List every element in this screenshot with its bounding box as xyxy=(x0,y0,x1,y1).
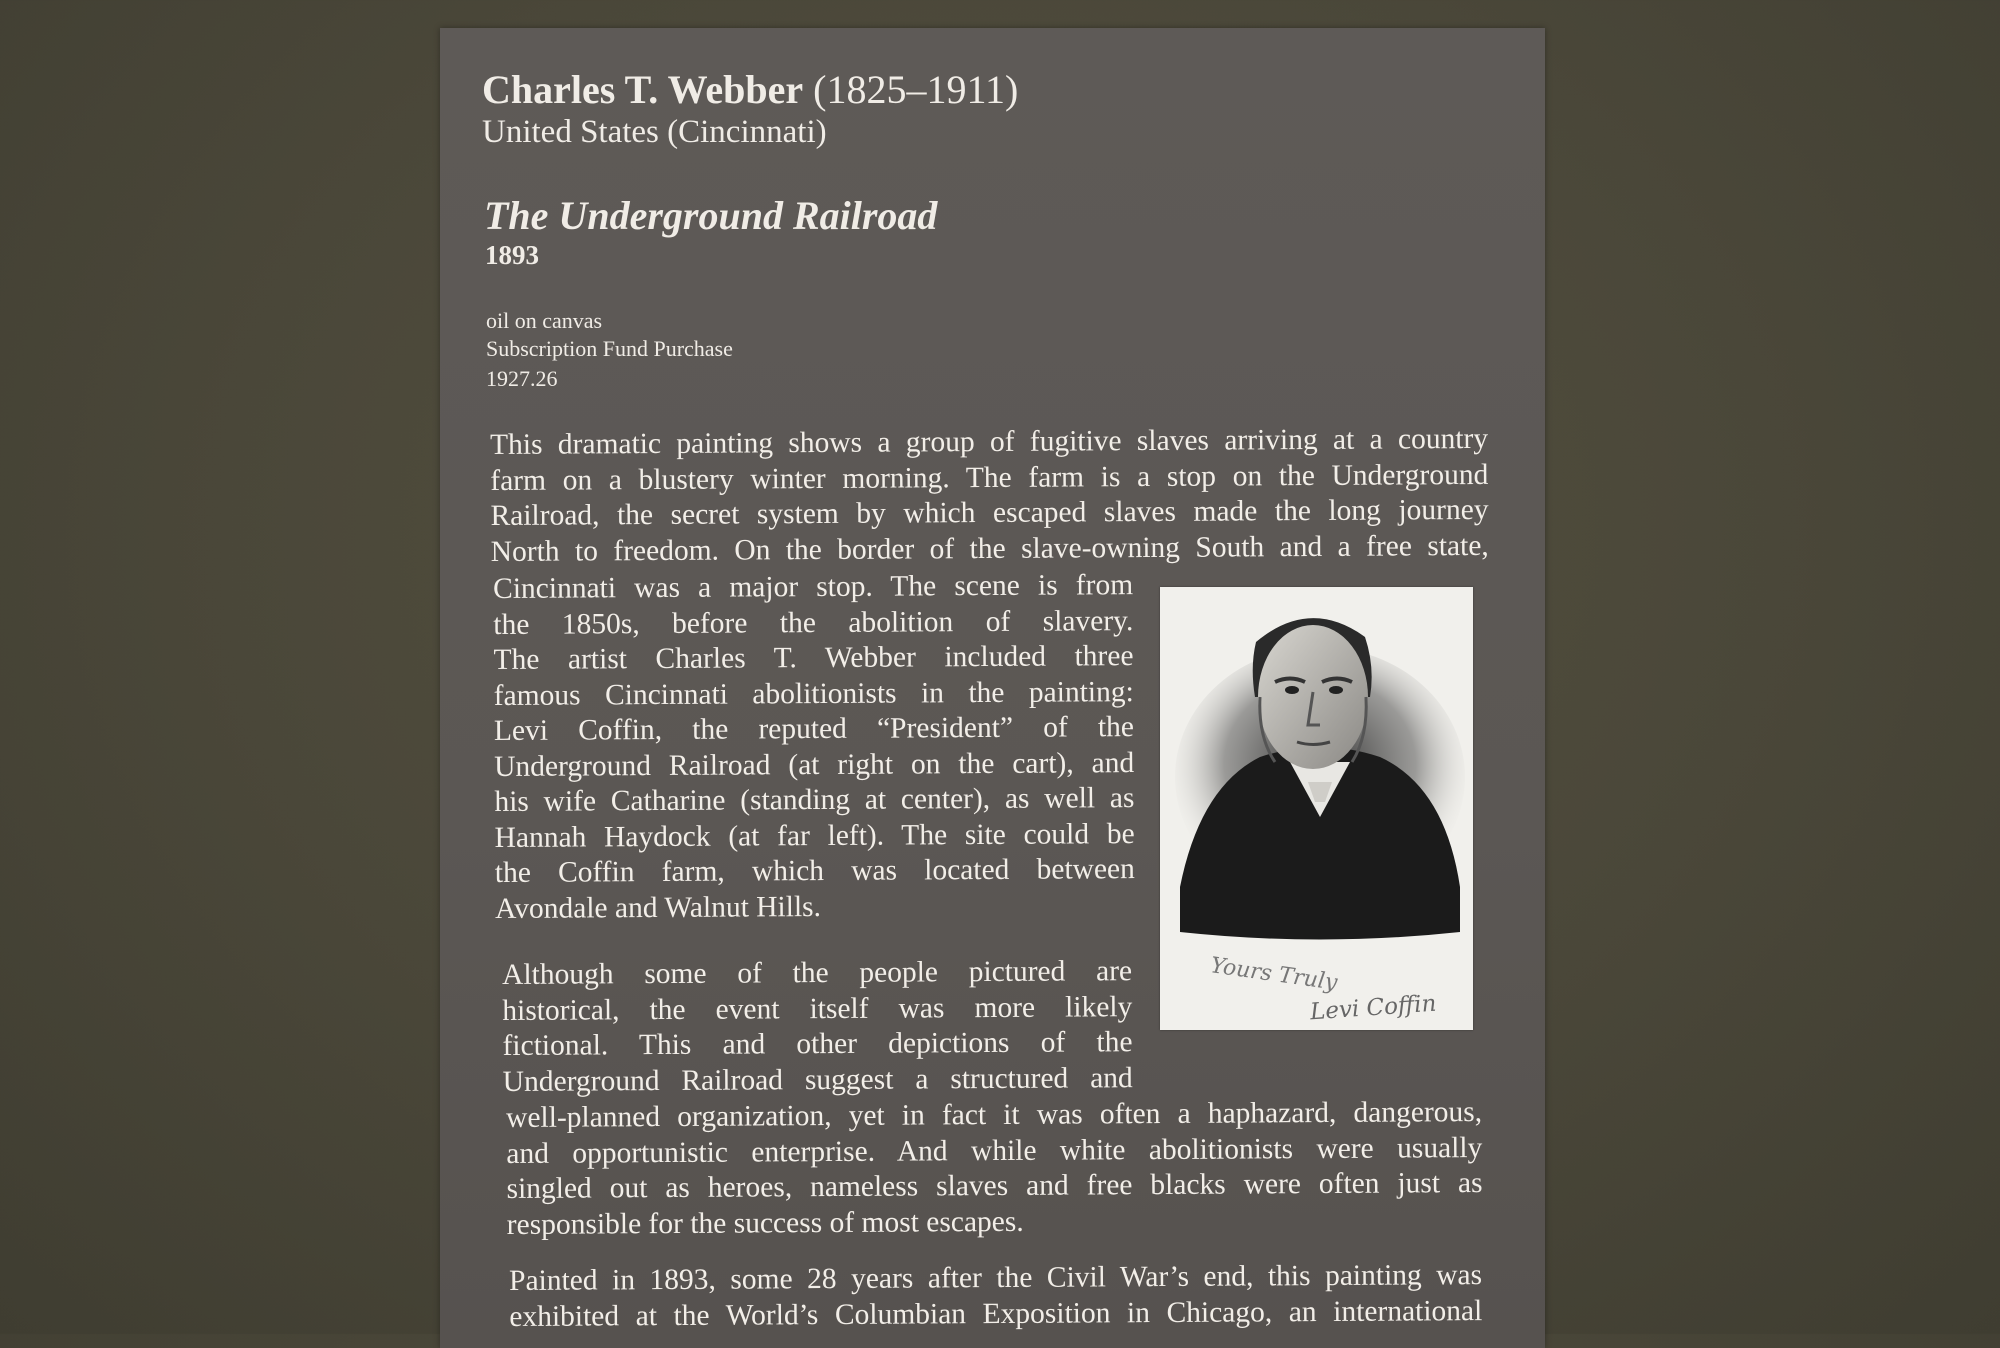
text-line: singled out as heroes, nameless slaves and free blacks were often just as xyxy=(506,1167,1483,1205)
text-line: Underground Railroad suggest a structured and xyxy=(502,1061,1133,1098)
text-line: North to freedom. On the border of the slave-owning South and a free state, xyxy=(490,529,1489,568)
levi-coffin-portrait xyxy=(1160,587,1473,1030)
artist-heading xyxy=(482,66,1018,113)
paragraph-cincinnati xyxy=(493,568,1135,927)
text-line: exhibited at the World’s Columbian Exposition in Chicago, an international xyxy=(509,1294,1483,1333)
text-line: the 1850s, before the abolition of slavery. xyxy=(493,604,1134,641)
artist-dates: (1825–1911) xyxy=(813,67,1019,112)
text-line: and opportunistic enterprise. And while white abolitionists were usually xyxy=(506,1131,1483,1170)
artwork-credit: Subscription Fund Purchase xyxy=(486,336,733,361)
text-line: Underground Railroad (at right on the cart), and xyxy=(494,746,1135,783)
text-line: well-planned organization, yet in fact it was often a haphazard, dangerous, xyxy=(506,1096,1483,1134)
artwork-title: The Underground Railroad xyxy=(484,193,938,238)
paragraph-intro xyxy=(490,422,1489,570)
text-line: Avondale and Walnut Hills. xyxy=(494,890,822,925)
text-line: Levi Coffin, the reputed “President” of the xyxy=(493,711,1135,747)
text-line: Hannah Haydock (at far left). The site could be xyxy=(494,817,1135,854)
text-line: responsible for the success of most escapes. xyxy=(506,1205,1024,1241)
text-line: Painted in 1893, some 28 years after the Civil War’s end, this painting was xyxy=(509,1259,1483,1297)
text-line: This dramatic painting shows a group of fugitive slaves arriving at a country xyxy=(490,422,1489,461)
text-line: his wife Catharine (standing at center), as well as xyxy=(494,782,1135,818)
text-line: The artist Charles T. Webber included three xyxy=(493,640,1134,676)
artwork-year: 1893 xyxy=(485,240,539,270)
text-line: farm on a blustery winter morning. The farm is a stop on the Underground xyxy=(490,458,1489,497)
text-line: the Coffin farm, which was located between xyxy=(494,853,1135,889)
artist-name: Charles T. Webber xyxy=(482,67,804,112)
text-line: fictional. This and other depictions of the xyxy=(502,1026,1133,1062)
text-line: Railroad, the secret system by which escaped slaves made the long journey xyxy=(490,493,1489,532)
artwork-medium: oil on canvas xyxy=(486,308,603,333)
portrait-signature-name: Levi Coffin xyxy=(1309,990,1438,1026)
text-line: Although some of the people pictured are xyxy=(502,955,1133,991)
text-line: Cincinnati was a major stop. The scene is from xyxy=(493,569,1134,605)
paragraph-historical xyxy=(502,954,1133,1100)
paragraph-exhibition xyxy=(509,1258,1482,1335)
paragraph-organization xyxy=(506,1095,1483,1243)
artist-nationality: United States (Cincinnati) xyxy=(482,114,827,150)
text-line: famous Cincinnati abolitionists in the painting: xyxy=(493,675,1134,712)
accession-number: 1927.26 xyxy=(486,366,558,391)
text-line: historical, the event itself was more likely xyxy=(502,990,1133,1027)
portrait-signature-salutation: Yours Truly xyxy=(1208,953,1339,996)
portrait-engraving xyxy=(1160,587,1473,1030)
